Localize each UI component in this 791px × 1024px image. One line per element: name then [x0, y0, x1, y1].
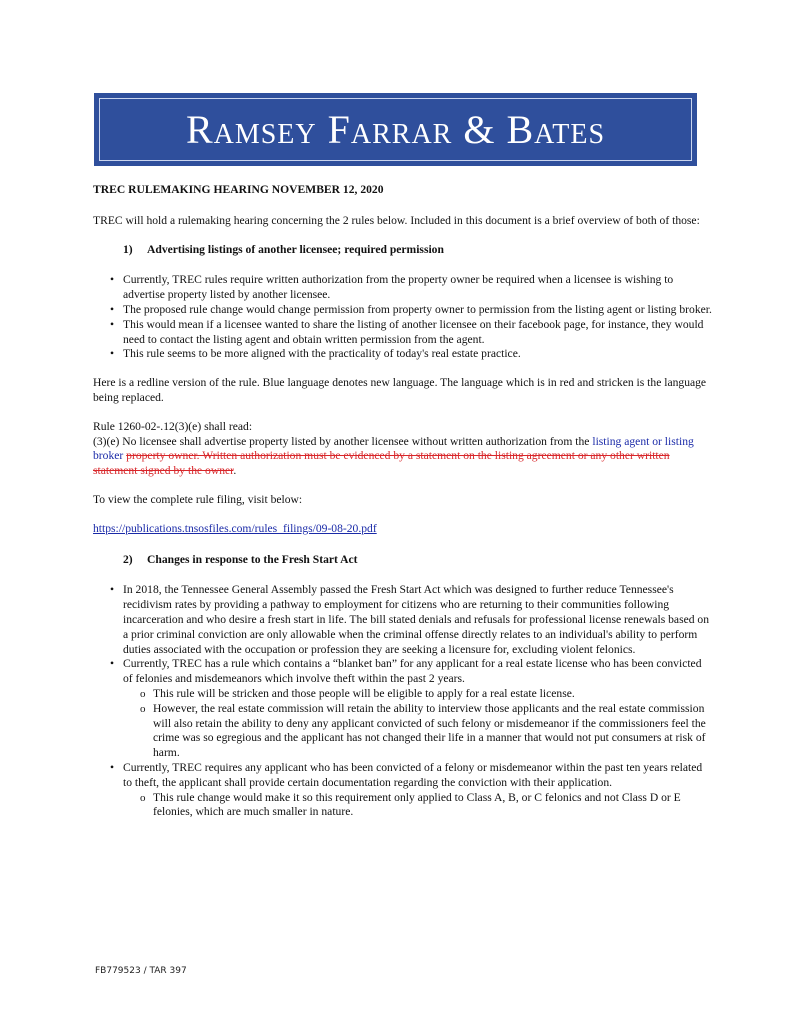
section-2-title: Changes in response to the Fresh Start Act [147, 552, 358, 566]
list-item [93, 761, 713, 820]
list-item: • Currently, TREC rules require written authorization from the property owner be required when a licensee is wishing to advertise property listed by another licensee. [93, 273, 713, 303]
view-filing-text: To view the complete rule filing, visit below: [93, 492, 303, 506]
list-item: • This would mean if a licensee wanted to share the listing of another licensee on their facebook page, for instance, they would need to contact the listing agent and obtain written permission from the agent. [93, 318, 713, 348]
rule-text-main: (3)(e) No licensee shall advertise property listed by another licensee without written authorization from the [93, 434, 590, 448]
redline-intro: Here is a redline version of the rule. Blue language denotes new language. The language which is in red and stricken is the language being replaced. [93, 376, 707, 404]
sub-list-item: o However, the real estate commission will retain the ability to interview those applicants and the real estate commission will also retain the ability to deny any applicant convicted of such felony or misdemeanor if the commissioners feel the crime was so egregious and the applicant has not changed their life in a manner that would not put consumers at risk of harm. [93, 702, 713, 761]
footer-code: FB779523 / TAR 397 [95, 966, 187, 976]
rule-text [93, 435, 713, 479]
list-item: • The proposed rule change would change permission from property owner to permission from the listing agent or listing broker. [93, 303, 713, 318]
section-2-number: 2) [123, 552, 133, 566]
firm-logo [99, 98, 692, 161]
sub-list-item: o This rule will be stricken and those people will be eligible to apply for a real estate license. [93, 687, 713, 702]
bullet-text: Currently, TREC requires any applicant who has been convicted of a felony or misdemeanor within the past ten years related to theft, the applicant shall provide certain documentation regarding the conviction with their application. [123, 760, 703, 789]
rule-stricken-language: property owner. Written authorization must be evidenced by a statement on the listing agreement or any other written statement signed by the owner [93, 449, 670, 478]
document-title: TREC RULEMAKING HEARING NOVEMBER 12, 2020 [93, 183, 384, 196]
rule-new-language: listing agent or listing broker [93, 434, 694, 463]
firm-name: Ramsey Farrar & Bates [185, 107, 606, 152]
rule-label: Rule 1260-02-.12(3)(e) shall read: [93, 419, 253, 433]
document-body [93, 183, 713, 834]
section-1-number: 1) [123, 242, 133, 256]
sub-list [123, 791, 713, 821]
list-item [93, 657, 713, 761]
sub-list-item: o This rule change would make it so this requirement only applied to Class A, B, or C felonics and not Class D or E felonies, which are much smaller in nature. [93, 791, 713, 821]
list-item: • This rule seems to be more aligned with the practicality of today's real estate practice. [93, 347, 713, 362]
letterhead-banner [94, 93, 697, 166]
sub-list [123, 687, 713, 761]
list-item [93, 583, 713, 657]
intro-paragraph: TREC will hold a rulemaking hearing concerning the 2 rules below. Included in this document is a brief overview of both of those: [93, 213, 700, 227]
section-2-heading [123, 553, 713, 568]
section-1-title: Advertising listings of another licensee; required permission [147, 242, 444, 256]
section-1-heading [123, 243, 713, 258]
section-2-bullets [93, 583, 713, 820]
rule-filing-link[interactable]: https://publications.tnsosfiles.com/rules_filings/09-08-20.pdf [93, 521, 377, 535]
bullet-text: Currently, TREC has a rule which contains a “blanket ban” for any applicant for a real estate license who has been convicted of felonies and misdemeanors which involve theft within the past 2 years. [123, 657, 702, 686]
bullet-text: In 2018, the Tennessee General Assembly passed the Fresh Start Act which was designed to further reduce Tennessee's recidivism rates by providing a pathway to employment for citizens who are returning to their communities following incarceration and who desire a fresh start in life. The bill stated denials and refusals for professional license renewals based on a prior criminal conviction are only allowable when the criminal offense directly relates to an individual's ability to perform duties associated with the occupation or profession they are seeking a licensure for, excluding violent felonics. [123, 583, 710, 656]
rule-end: . [233, 464, 237, 478]
section-1-bullets [93, 273, 713, 362]
